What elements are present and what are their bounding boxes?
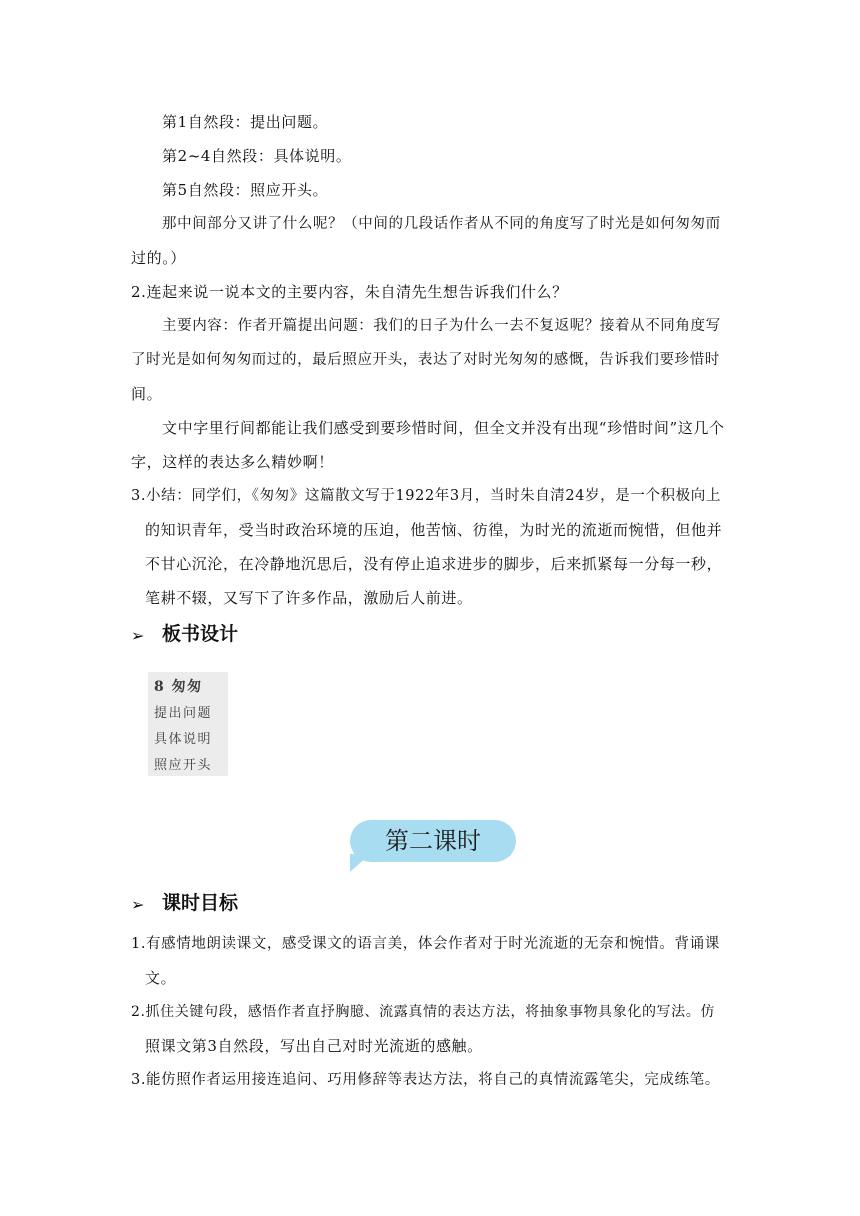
lesson-badge bbox=[346, 820, 518, 874]
section-heading-lesson-goals: 课时目标 bbox=[162, 892, 239, 914]
goal-line: 1.有感情地朗读课文，感受课文的语言美，体会作者对于时光流逝的无奈和惋惜。背诵课 bbox=[131, 936, 720, 952]
board-line: 照应开头 bbox=[154, 758, 213, 773]
paragraph-line: 间。 bbox=[131, 385, 163, 403]
paragraph-line: 字，这样的表达多么精妙啊！ bbox=[131, 453, 334, 471]
paragraph-line: 第5自然段：照应开头。 bbox=[162, 181, 329, 199]
paragraph-line: 2.连起来说一说本文的主要内容，朱自清先生想告诉我们什么？ bbox=[131, 283, 568, 301]
goal-line: 3.能仿照作者运用接连追问、巧用修辞等表达方法，将自己的真情流露笔尖，完成练笔。 bbox=[131, 1072, 720, 1088]
paragraph-line: 文中字里行间都能让我们感受到要珍惜时间，但全文并没有出现“珍惜时间”这几个 bbox=[162, 419, 725, 437]
paragraph-line: 不甘心沉沦，在冷静地沉思后，没有停止追求进步的脚步，后来抓紧每一分每一秒， bbox=[145, 555, 723, 573]
board-line: 具体说明 bbox=[154, 732, 213, 747]
paragraph-line: 第2~4自然段：具体说明。 bbox=[162, 147, 352, 165]
arrow-bullet-icon: ➢ bbox=[131, 895, 145, 914]
section-heading-board-design: 板书设计 bbox=[162, 623, 239, 645]
board-design-image bbox=[148, 672, 228, 776]
paragraph-line: 笔耕不辍，又写下了许多作品，激励后人前进。 bbox=[145, 589, 473, 607]
paragraph-line: 第1自然段：提出问题。 bbox=[162, 113, 329, 131]
arrow-bullet-icon: ➢ bbox=[131, 626, 145, 645]
paragraph-line: 3.小结：同学们，《匆匆》这篇散文写于1922年3月，当时朱自清24岁，是一个积极向上 bbox=[131, 488, 721, 504]
goal-line: 2.抓住关键句段，感悟作者直抒胸臆、流露真情的表达方法，将抽象事物具象化的写法。仿 bbox=[131, 1004, 715, 1020]
paragraph-line: 过的。） bbox=[131, 249, 186, 267]
paragraph-line: 那中间部分又讲了什么呢？（中间的几段话作者从不同的角度写了时光是如何匆匆而 bbox=[162, 216, 721, 232]
goal-line: 文。 bbox=[145, 969, 177, 987]
paragraph-line: 主要内容：作者开篇提出问题：我们的日子为什么一去不复返呢？接着从不同角度写 bbox=[162, 318, 721, 334]
board-line: 提出问题 bbox=[154, 706, 213, 721]
paragraph-line: 的知识青年，受当时政治环境的压迫，他苦恼、彷徨，为时光的流逝而惋惜，但他并 bbox=[145, 521, 723, 539]
lesson-badge-label: 第二课时 bbox=[350, 820, 516, 862]
board-title: 8 匆匆 bbox=[154, 679, 203, 695]
paragraph-line: 了时光是如何匆匆而过的，最后照应开头，表达了对时光匆匆的感慨，告诉我们要珍惜时 bbox=[131, 352, 720, 368]
goal-line: 照课文第3自然段，写出自己对时光流逝的感触。 bbox=[145, 1037, 483, 1055]
